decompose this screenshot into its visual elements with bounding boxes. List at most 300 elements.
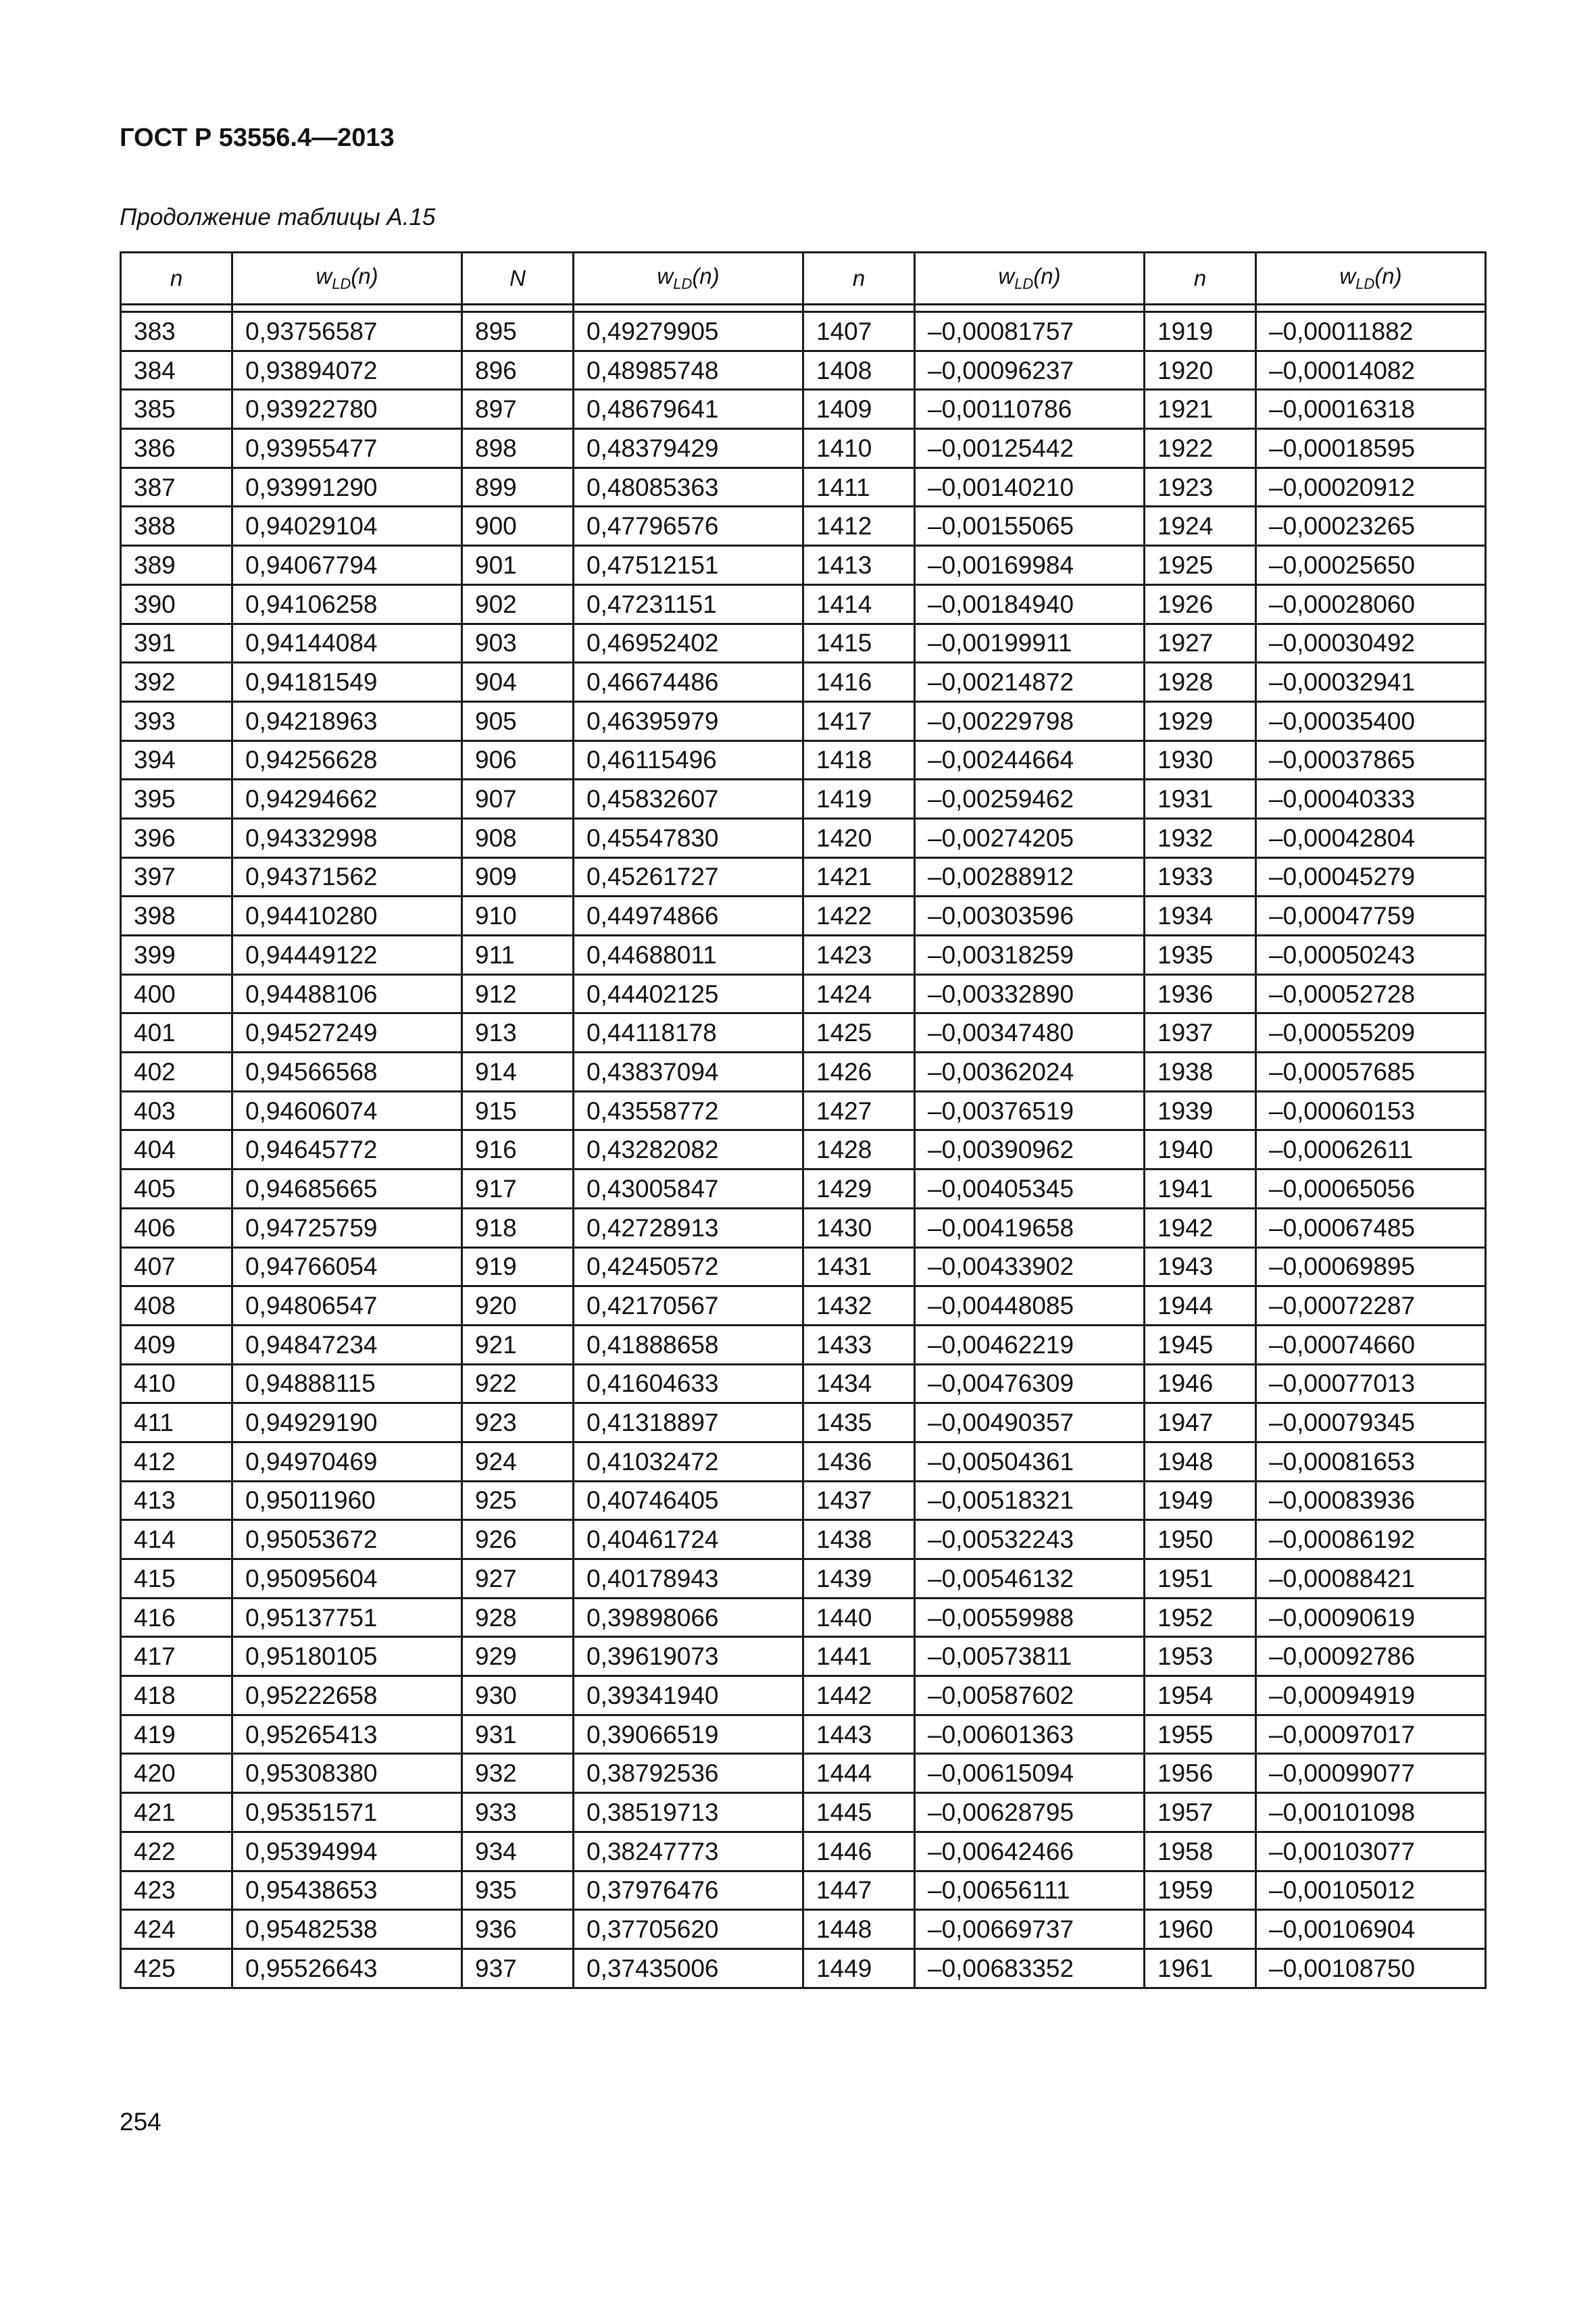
table-cell: 0,46395979	[574, 701, 803, 740]
table-cell: 0,37976476	[574, 1871, 803, 1910]
table-cell: 1430	[803, 1208, 915, 1247]
table-cell: 0,38792536	[574, 1754, 803, 1793]
table-cell: –0,00045279	[1256, 857, 1486, 897]
table-cell: 396	[121, 818, 232, 857]
table-cell: 1434	[803, 1364, 915, 1403]
table-row	[121, 1948, 1486, 1988]
table-cell: 0,94144084	[232, 624, 462, 663]
table-row	[121, 390, 1486, 429]
table-cell: –0,00067485	[1256, 1208, 1486, 1247]
table-cell: 902	[462, 584, 574, 624]
table-cell: 915	[462, 1091, 574, 1130]
table-row	[121, 1286, 1486, 1326]
table-cell: 1944	[1145, 1286, 1256, 1326]
table-row	[121, 780, 1486, 819]
table-cell: 424	[121, 1910, 232, 1949]
table-cell: –0,00101098	[1256, 1793, 1486, 1832]
table-cell: –0,00656111	[915, 1871, 1145, 1910]
table-cell: –0,00042804	[1256, 818, 1486, 857]
table-cell: 1939	[1145, 1091, 1256, 1130]
table-row	[121, 1910, 1486, 1949]
table-cell: 0,42728913	[574, 1208, 803, 1247]
table-row	[121, 1091, 1486, 1130]
table-cell: 0,94847234	[232, 1325, 462, 1364]
table-cell: 0,45832607	[574, 780, 803, 819]
table-cell: 904	[462, 663, 574, 702]
table-cell: 912	[462, 974, 574, 1013]
column-header	[1256, 253, 1486, 305]
table-cell: 392	[121, 663, 232, 702]
table-cell: 0,94806547	[232, 1286, 462, 1326]
table-cell: –0,00184940	[915, 584, 1145, 624]
table-cell: –0,00318259	[915, 936, 1145, 975]
table-cell: 0,44974866	[574, 897, 803, 936]
table-cell: 1946	[1145, 1364, 1256, 1403]
table-cell: –0,00532243	[915, 1520, 1145, 1559]
table-cell: 1423	[803, 936, 915, 975]
table-cell: 383	[121, 312, 232, 351]
table-cell: 1948	[1145, 1442, 1256, 1481]
table-cell: 1407	[803, 312, 915, 351]
table-row	[121, 429, 1486, 468]
table-cell: 413	[121, 1481, 232, 1520]
table-cell: 0,39341940	[574, 1676, 803, 1715]
table-cell: 400	[121, 974, 232, 1013]
table-cell: –0,00125442	[915, 429, 1145, 468]
table-cell: 0,43558772	[574, 1091, 803, 1130]
table-cell: 1933	[1145, 857, 1256, 897]
table-cell: 911	[462, 936, 574, 975]
column-header-suffix: (n)	[1374, 263, 1402, 289]
table-cell: 901	[462, 546, 574, 585]
column-header-name: w	[657, 263, 674, 289]
column-header-suffix: (n)	[351, 263, 378, 289]
table-row	[121, 1793, 1486, 1832]
table-cell: –0,00106904	[1256, 1910, 1486, 1949]
table-cell: 0,46952402	[574, 624, 803, 663]
table-cell: –0,00642466	[915, 1832, 1145, 1871]
table-cell: 1412	[803, 507, 915, 546]
table-cell: –0,00014082	[1256, 351, 1486, 390]
table-cell: 908	[462, 818, 574, 857]
table-cell: –0,00060153	[1256, 1091, 1486, 1130]
table-cell: –0,00088421	[1256, 1559, 1486, 1599]
table-row	[121, 974, 1486, 1013]
table-cell: 932	[462, 1754, 574, 1793]
table-cell: 1951	[1145, 1559, 1256, 1599]
table-cell: 409	[121, 1325, 232, 1364]
table-cell: 1945	[1145, 1325, 1256, 1364]
table-cell: 0,45261727	[574, 857, 803, 897]
table-cell: 0,42170567	[574, 1286, 803, 1326]
table-cell: 412	[121, 1442, 232, 1481]
table-cell: –0,00072287	[1256, 1286, 1486, 1326]
table-cell: 1427	[803, 1091, 915, 1130]
table-cell: –0,00081653	[1256, 1442, 1486, 1481]
table-row	[121, 897, 1486, 936]
table-cell: 896	[462, 351, 574, 390]
table-cell: 1444	[803, 1754, 915, 1793]
table-cell: 1930	[1145, 740, 1256, 780]
table-cell: –0,00601363	[915, 1715, 1145, 1754]
table-cell: –0,00490357	[915, 1403, 1145, 1442]
table-row	[121, 701, 1486, 740]
table-cell: –0,00062611	[1256, 1130, 1486, 1169]
table-cell: 0,95351571	[232, 1793, 462, 1832]
table-cell: 910	[462, 897, 574, 936]
table-cell: –0,00462219	[915, 1325, 1145, 1364]
column-header-subscript: LD	[673, 275, 693, 293]
table-cell: 909	[462, 857, 574, 897]
table-cell: –0,00448085	[915, 1286, 1145, 1326]
header-separator	[121, 305, 1486, 312]
table-cell: 1424	[803, 974, 915, 1013]
column-header-suffix: (n)	[692, 263, 720, 289]
table-cell: 0,94294662	[232, 780, 462, 819]
table-cell: 0,41888658	[574, 1325, 803, 1364]
table-cell: 1935	[1145, 936, 1256, 975]
table-cell: –0,00669737	[915, 1910, 1145, 1949]
table-cell: 1438	[803, 1520, 915, 1559]
table-cell: –0,00020912	[1256, 468, 1486, 507]
table-cell: 0,93922780	[232, 390, 462, 429]
table-cell: 923	[462, 1403, 574, 1442]
table-cell: 0,48679641	[574, 390, 803, 429]
table-cell: –0,00079345	[1256, 1403, 1486, 1442]
table-cell: 410	[121, 1364, 232, 1403]
table-row	[121, 1130, 1486, 1169]
table-cell: 0,94488106	[232, 974, 462, 1013]
table-cell: 406	[121, 1208, 232, 1247]
table-cell: 419	[121, 1715, 232, 1754]
table-cell: –0,00347480	[915, 1013, 1145, 1053]
table-cell: 1421	[803, 857, 915, 897]
table-cell: 899	[462, 468, 574, 507]
table-caption: Продолжение таблицы А.15	[120, 204, 436, 230]
table-cell: 1435	[803, 1403, 915, 1442]
table-cell: 1956	[1145, 1754, 1256, 1793]
table-row	[121, 1871, 1486, 1910]
table-row	[121, 1715, 1486, 1754]
table-cell: 0,95095604	[232, 1559, 462, 1599]
table-cell: 903	[462, 624, 574, 663]
table-cell: –0,00332890	[915, 974, 1145, 1013]
table-cell: 1436	[803, 1442, 915, 1481]
table-cell: 1408	[803, 351, 915, 390]
table-cell: 916	[462, 1130, 574, 1169]
table-cell: 936	[462, 1910, 574, 1949]
table-cell: 1921	[1145, 390, 1256, 429]
table-row	[121, 1481, 1486, 1520]
table-cell: 0,46115496	[574, 740, 803, 780]
table-cell: 0,94725759	[232, 1208, 462, 1247]
table-cell: 926	[462, 1520, 574, 1559]
table-cell: 922	[462, 1364, 574, 1403]
table-cell: 415	[121, 1559, 232, 1599]
table-row	[121, 1832, 1486, 1871]
table-cell: 1422	[803, 897, 915, 936]
table-row	[121, 1442, 1486, 1481]
table-cell: 1960	[1145, 1910, 1256, 1949]
table-cell: 398	[121, 897, 232, 936]
column-header-name: w	[316, 263, 332, 289]
table-cell: 0,94256628	[232, 740, 462, 780]
table-cell: –0,00140210	[915, 468, 1145, 507]
table-cell: –0,00032941	[1256, 663, 1486, 702]
column-header-subscript: LD	[1014, 275, 1034, 293]
table-cell: 405	[121, 1169, 232, 1209]
table-cell: 0,95222658	[232, 1676, 462, 1715]
table-cell: 395	[121, 780, 232, 819]
table-cell: 425	[121, 1948, 232, 1988]
table-cell: –0,00110786	[915, 390, 1145, 429]
table-cell: –0,00096237	[915, 351, 1145, 390]
table-cell: 1410	[803, 429, 915, 468]
table-cell: 0,94888115	[232, 1364, 462, 1403]
table-cell: 1927	[1145, 624, 1256, 663]
table-cell: 0,93756587	[232, 312, 462, 351]
table-cell: 0,43837094	[574, 1053, 803, 1092]
table-cell: –0,00108750	[1256, 1948, 1486, 1988]
table-cell: 390	[121, 584, 232, 624]
table-cell: –0,00376519	[915, 1091, 1145, 1130]
table-cell: 0,40461724	[574, 1520, 803, 1559]
table-cell: 0,47512151	[574, 546, 803, 585]
table-row	[121, 351, 1486, 390]
table-cell: 0,37435006	[574, 1948, 803, 1988]
table-cell: –0,00035400	[1256, 701, 1486, 740]
table-cell: 0,94929190	[232, 1403, 462, 1442]
table-cell: 1942	[1145, 1208, 1256, 1247]
table-cell: 1920	[1145, 351, 1256, 390]
column-header-name: w	[998, 263, 1015, 289]
table-cell: 1431	[803, 1247, 915, 1286]
table-cell: 0,42450572	[574, 1247, 803, 1286]
table-cell: 0,40746405	[574, 1481, 803, 1520]
table-cell: 1426	[803, 1053, 915, 1092]
table-cell: 0,94218963	[232, 701, 462, 740]
table-cell: 1429	[803, 1169, 915, 1209]
table-cell: –0,00199911	[915, 624, 1145, 663]
table-cell: 1414	[803, 584, 915, 624]
table-cell: 0,94106258	[232, 584, 462, 624]
table-cell: 0,41032472	[574, 1442, 803, 1481]
column-header	[915, 253, 1145, 305]
table-cell: –0,00244664	[915, 740, 1145, 780]
table-cell: 402	[121, 1053, 232, 1092]
table-row	[121, 1403, 1486, 1442]
table-cell: 1931	[1145, 780, 1256, 819]
table-cell: 414	[121, 1520, 232, 1559]
table-cell: –0,00214872	[915, 663, 1145, 702]
table-cell: 389	[121, 546, 232, 585]
table-row	[121, 507, 1486, 546]
table-cell: 1417	[803, 701, 915, 740]
table-cell: 0,94606074	[232, 1091, 462, 1130]
table-cell: –0,00155065	[915, 507, 1145, 546]
table-cell: 1925	[1145, 546, 1256, 585]
table-cell: 0,94566568	[232, 1053, 462, 1092]
table-cell: 898	[462, 429, 574, 468]
column-header	[1145, 253, 1256, 305]
table-cell: 418	[121, 1676, 232, 1715]
table-cell: 1955	[1145, 1715, 1256, 1754]
table-cell: 0,95180105	[232, 1637, 462, 1676]
table-cell: –0,00433902	[915, 1247, 1145, 1286]
table-cell: 1425	[803, 1013, 915, 1053]
column-header	[574, 253, 803, 305]
column-header-name: N	[509, 266, 526, 291]
table-row	[121, 1208, 1486, 1247]
table-cell: –0,00288912	[915, 857, 1145, 897]
table-cell: –0,00069895	[1256, 1247, 1486, 1286]
table-cell: 0,93894072	[232, 351, 462, 390]
table-row	[121, 1676, 1486, 1715]
table-cell: –0,00077013	[1256, 1364, 1486, 1403]
table-cell: 0,44402125	[574, 974, 803, 1013]
table-cell: –0,00587602	[915, 1676, 1145, 1715]
table-row	[121, 1364, 1486, 1403]
table-cell: –0,00169984	[915, 546, 1145, 585]
table-cell: 1950	[1145, 1520, 1256, 1559]
table-cell: 1949	[1145, 1481, 1256, 1520]
table-cell: –0,00683352	[915, 1948, 1145, 1988]
table-cell: 1418	[803, 740, 915, 780]
table-cell: 0,39619073	[574, 1637, 803, 1676]
table-cell: –0,00615094	[915, 1754, 1145, 1793]
table-cell: 0,94766054	[232, 1247, 462, 1286]
table-cell: 0,48379429	[574, 429, 803, 468]
table-row	[121, 663, 1486, 702]
table-cell: 1936	[1145, 974, 1256, 1013]
table-cell: 0,95394994	[232, 1832, 462, 1871]
table-cell: 393	[121, 701, 232, 740]
table-cell: 0,95482538	[232, 1910, 462, 1949]
table-row	[121, 1598, 1486, 1637]
table-cell: –0,00303596	[915, 897, 1145, 936]
table-cell: –0,00274205	[915, 818, 1145, 857]
table-cell: 0,95011960	[232, 1481, 462, 1520]
table-cell: –0,00018595	[1256, 429, 1486, 468]
table-cell: –0,00030492	[1256, 624, 1486, 663]
table-cell: 0,94029104	[232, 507, 462, 546]
table-cell: 1937	[1145, 1013, 1256, 1053]
table-cell: 933	[462, 1793, 574, 1832]
table-cell: 0,94970469	[232, 1442, 462, 1481]
table-cell: 384	[121, 351, 232, 390]
table-cell: 0,43005847	[574, 1169, 803, 1209]
table-cell: 0,94067794	[232, 546, 462, 585]
table-cell: –0,00094919	[1256, 1676, 1486, 1715]
table-row	[121, 1169, 1486, 1209]
table-cell: 0,38247773	[574, 1832, 803, 1871]
column-header	[462, 253, 574, 305]
table-cell: 1947	[1145, 1403, 1256, 1442]
table-cell: 937	[462, 1948, 574, 1988]
table-cell: 0,95438653	[232, 1871, 462, 1910]
table-row	[121, 1325, 1486, 1364]
table-cell: –0,00573811	[915, 1637, 1145, 1676]
column-header	[121, 253, 232, 305]
table-cell: 1428	[803, 1130, 915, 1169]
table-cell: 0,44118178	[574, 1013, 803, 1053]
table-cell: 394	[121, 740, 232, 780]
table-cell: 0,37705620	[574, 1910, 803, 1949]
header-row	[121, 253, 1486, 305]
table-cell: 1953	[1145, 1637, 1256, 1676]
table-cell: 1439	[803, 1559, 915, 1599]
table-cell: 1954	[1145, 1676, 1256, 1715]
table-cell: 0,39898066	[574, 1598, 803, 1637]
table-cell: 1941	[1145, 1169, 1256, 1209]
table-cell: –0,00090619	[1256, 1598, 1486, 1637]
table-cell: 1442	[803, 1676, 915, 1715]
table-row	[121, 584, 1486, 624]
table-cell: –0,00023265	[1256, 507, 1486, 546]
table-cell: 1928	[1145, 663, 1256, 702]
table-cell: –0,00419658	[915, 1208, 1145, 1247]
table-cell: 0,94449122	[232, 936, 462, 975]
table-cell: 918	[462, 1208, 574, 1247]
table-row	[121, 624, 1486, 663]
table-cell: –0,00362024	[915, 1053, 1145, 1092]
table-cell: –0,00052728	[1256, 974, 1486, 1013]
table-cell: –0,00092786	[1256, 1637, 1486, 1676]
table-cell: –0,00074660	[1256, 1325, 1486, 1364]
table-cell: 927	[462, 1559, 574, 1599]
table-cell: 929	[462, 1637, 574, 1676]
table-cell: 0,38519713	[574, 1793, 803, 1832]
table-cell: 0,94685665	[232, 1169, 462, 1209]
table-cell: –0,00016318	[1256, 390, 1486, 429]
table-cell: 1447	[803, 1871, 915, 1910]
table-cell: 1443	[803, 1715, 915, 1754]
table-cell: 417	[121, 1637, 232, 1676]
table-cell: 1926	[1145, 584, 1256, 624]
table-cell: 1924	[1145, 507, 1256, 546]
table-cell: 0,40178943	[574, 1559, 803, 1599]
table-cell: 1416	[803, 663, 915, 702]
table-body	[121, 305, 1486, 1988]
table-cell: 1932	[1145, 818, 1256, 857]
table-cell: 0,93955477	[232, 429, 462, 468]
table-cell: 1943	[1145, 1247, 1256, 1286]
table-cell: 1445	[803, 1793, 915, 1832]
table-cell: –0,00055209	[1256, 1013, 1486, 1053]
page-number: 254	[120, 2108, 161, 2136]
table-row	[121, 1559, 1486, 1599]
table-cell: 399	[121, 936, 232, 975]
table-cell: 1420	[803, 818, 915, 857]
table-cell: 0,49279905	[574, 312, 803, 351]
table-cell: 0,94645772	[232, 1130, 462, 1169]
table-cell: 0,95265413	[232, 1715, 462, 1754]
table-cell: –0,00229798	[915, 701, 1145, 740]
table-cell: 0,46674486	[574, 663, 803, 702]
column-header-subscript: LD	[332, 275, 351, 293]
table-cell: 411	[121, 1403, 232, 1442]
table-cell: 0,43282082	[574, 1130, 803, 1169]
table-cell: –0,00086192	[1256, 1520, 1486, 1559]
table-cell: 0,94181549	[232, 663, 462, 702]
table-cell: –0,00259462	[915, 780, 1145, 819]
table-cell: 387	[121, 468, 232, 507]
table-cell: 897	[462, 390, 574, 429]
table-row	[121, 1520, 1486, 1559]
table-cell: 420	[121, 1754, 232, 1793]
table-row	[121, 740, 1486, 780]
table-cell: –0,00559988	[915, 1598, 1145, 1637]
